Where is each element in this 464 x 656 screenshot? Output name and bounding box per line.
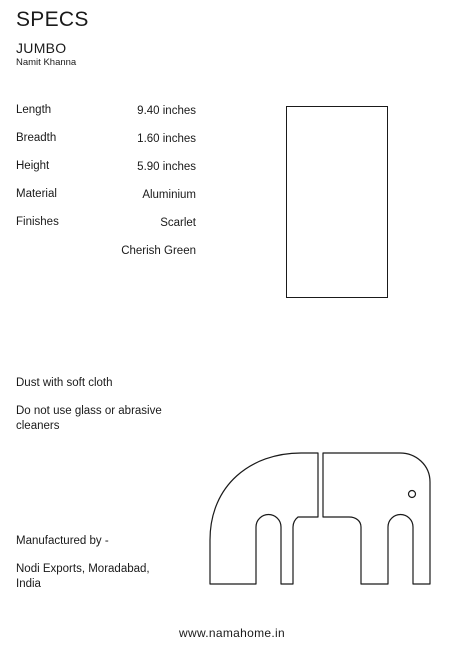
spec-value-breadth: 1.60 inches (137, 133, 196, 145)
website-link[interactable]: www.namahome.in (179, 626, 285, 640)
spec-value-finish-1: Scarlet (160, 217, 196, 229)
product-image-frame (286, 106, 388, 298)
spec-label-finishes: Finishes (16, 216, 59, 228)
spec-label-breadth: Breadth (16, 132, 57, 144)
manufacturer-name: Nodi Exports, Moradabad, India (16, 563, 150, 590)
spec-value-finish-2: Cherish Green (121, 245, 196, 257)
spec-value-material: Aluminium (142, 189, 196, 201)
spec-value-height: 5.90 inches (137, 161, 196, 173)
spec-value-length: 9.40 inches (137, 105, 196, 117)
care-instruction-cleaners: Do not use glass or abrasive cleaners (16, 405, 162, 432)
manufacturer-heading: Manufactured by - (16, 535, 109, 547)
designer-name: Namit Khanna (16, 57, 77, 68)
spec-label-length: Length (16, 104, 52, 116)
spec-label-height: Height (16, 160, 50, 172)
page-title: SPECS (16, 8, 89, 31)
product-name: JUMBO (16, 40, 67, 56)
elephant-outline-icon (206, 450, 438, 590)
care-instruction-dust: Dust with soft cloth (16, 377, 113, 389)
spec-label-material: Material (16, 188, 57, 200)
